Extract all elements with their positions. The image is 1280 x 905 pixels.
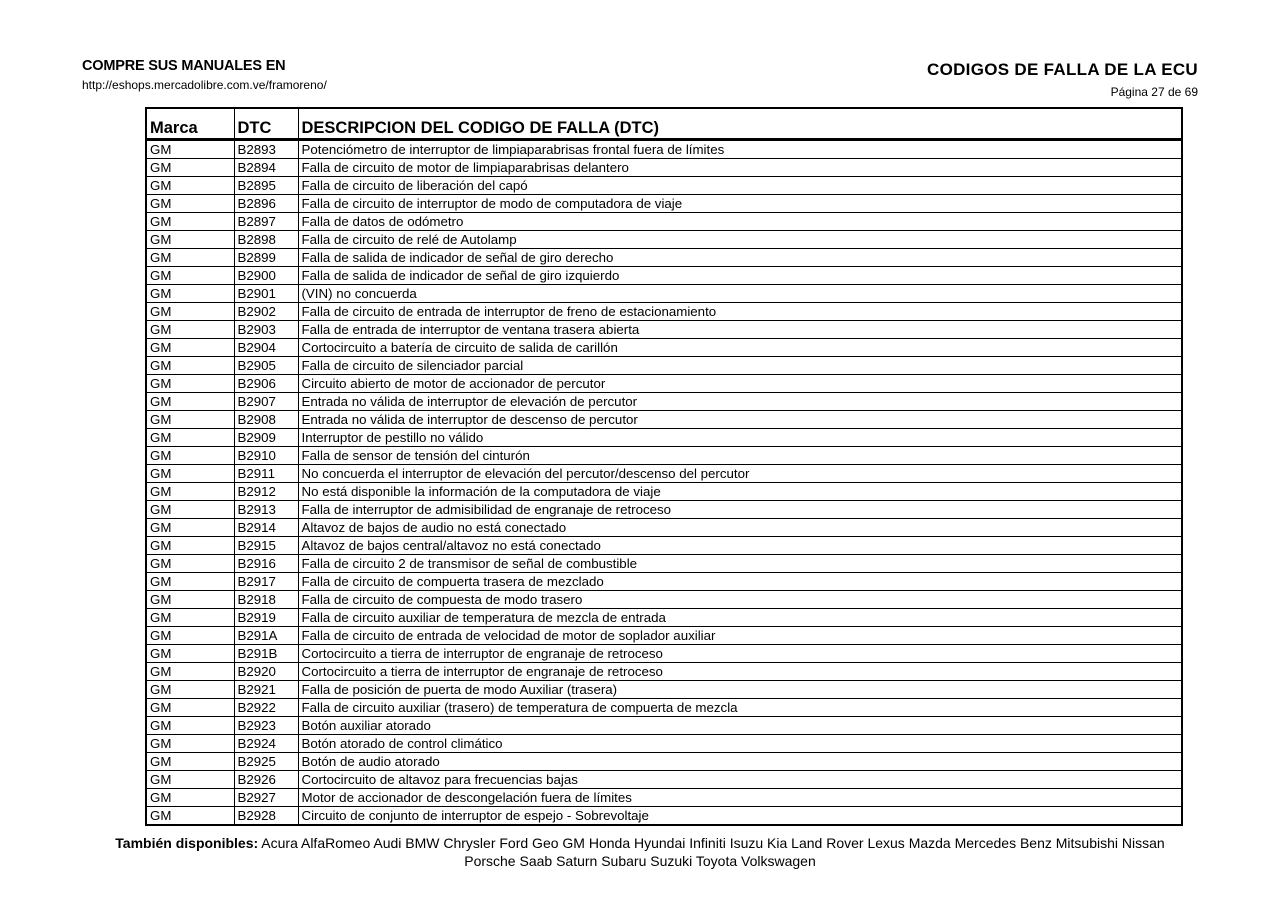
footer-brands-line-2: Porsche Saab Saturn Subaru Suzuki Toyota Volkswagen: [464, 853, 816, 869]
table-row: [146, 231, 1182, 249]
cell-brand: GM: [146, 537, 234, 555]
cell-brand: GM: [146, 591, 234, 609]
cell-brand: GM: [146, 627, 234, 645]
cell-brand: GM: [146, 483, 234, 501]
cell-description: Botón de audio atorado: [298, 753, 1182, 771]
cell-dtc-code: B2895: [234, 177, 298, 195]
table-row: [146, 249, 1182, 267]
cell-dtc-code: B2912: [234, 483, 298, 501]
cell-dtc-code: B2914: [234, 519, 298, 537]
table-row: [146, 771, 1182, 789]
cell-dtc-code: B291A: [234, 627, 298, 645]
cell-dtc-code: B2928: [234, 807, 298, 826]
header-store-url[interactable]: http://eshops.mercadolibre.com.ve/framoreno/: [82, 78, 327, 92]
table-row: [146, 753, 1182, 771]
table-row: [146, 267, 1182, 285]
cell-brand: GM: [146, 140, 234, 159]
table-row: [146, 807, 1182, 826]
cell-description: Circuito de conjunto de interruptor de espejo - Sobrevoltaje: [298, 807, 1182, 826]
cell-dtc-code: B2904: [234, 339, 298, 357]
cell-brand: GM: [146, 699, 234, 717]
table-row: [146, 735, 1182, 753]
cell-description: Falla de circuito auxiliar de temperatura de mezcla de entrada: [298, 609, 1182, 627]
cell-description: Falla de circuito de interruptor de modo de computadora de viaje: [298, 195, 1182, 213]
cell-brand: GM: [146, 681, 234, 699]
cell-description: Falla de circuito de relé de Autolamp: [298, 231, 1182, 249]
cell-dtc-code: B2925: [234, 753, 298, 771]
table-row: [146, 411, 1182, 429]
cell-description: Cortocircuito de altavoz para frecuencias bajas: [298, 771, 1182, 789]
cell-dtc-code: B2897: [234, 213, 298, 231]
table-row: [146, 321, 1182, 339]
cell-description: Falla de salida de indicador de señal de giro izquierdo: [298, 267, 1182, 285]
cell-brand: GM: [146, 213, 234, 231]
footer-label: También disponibles:: [115, 835, 259, 851]
cell-description: No está disponible la información de la computadora de viaje: [298, 483, 1182, 501]
cell-brand: GM: [146, 249, 234, 267]
cell-dtc-code: B2907: [234, 393, 298, 411]
table-row: [146, 213, 1182, 231]
cell-description: Interruptor de pestillo no válido: [298, 429, 1182, 447]
cell-description: Cortocircuito a tierra de interruptor de engranaje de retroceso: [298, 663, 1182, 681]
cell-description: (VIN) no concuerda: [298, 285, 1182, 303]
cell-brand: GM: [146, 753, 234, 771]
table-row: [146, 645, 1182, 663]
cell-description: Motor de accionador de descongelación fuera de límites: [298, 789, 1182, 807]
table-row: [146, 663, 1182, 681]
cell-brand: GM: [146, 177, 234, 195]
cell-dtc-code: B2896: [234, 195, 298, 213]
cell-brand: GM: [146, 285, 234, 303]
cell-dtc-code: B2910: [234, 447, 298, 465]
table-row: [146, 339, 1182, 357]
table-row: [146, 140, 1182, 159]
table-row: [146, 303, 1182, 321]
table-row: [146, 357, 1182, 375]
cell-description: Botón auxiliar atorado: [298, 717, 1182, 735]
table-row: [146, 717, 1182, 735]
cell-dtc-code: B2919: [234, 609, 298, 627]
cell-description: Botón atorado de control climático: [298, 735, 1182, 753]
table-row: [146, 285, 1182, 303]
cell-brand: GM: [146, 321, 234, 339]
table-row: [146, 537, 1182, 555]
dtc-table: [145, 107, 1183, 826]
cell-brand: GM: [146, 645, 234, 663]
cell-description: Falla de circuito de liberación del capó: [298, 177, 1182, 195]
cell-brand: GM: [146, 375, 234, 393]
cell-brand: GM: [146, 393, 234, 411]
cell-brand: GM: [146, 717, 234, 735]
cell-description: Falla de circuito 2 de transmisor de señal de combustible: [298, 555, 1182, 573]
cell-description: Falla de posición de puerta de modo Auxiliar (trasera): [298, 681, 1182, 699]
column-header-brand: Marca: [146, 108, 234, 140]
cell-dtc-code: B2923: [234, 717, 298, 735]
footer-brands-line-1: Acura AlfaRomeo Audi BMW Chrysler Ford Geo GM Honda Hyundai Infiniti Isuzu Kia Land Rover Lexus Mazda Mercedes Benz Mitsubishi Nissan: [261, 835, 1165, 851]
cell-dtc-code: B2898: [234, 231, 298, 249]
table-row: [146, 195, 1182, 213]
cell-dtc-code: B2917: [234, 573, 298, 591]
cell-brand: GM: [146, 573, 234, 591]
cell-brand: GM: [146, 807, 234, 826]
cell-description: Altavoz de bajos central/altavoz no está conectado: [298, 537, 1182, 555]
cell-brand: GM: [146, 465, 234, 483]
cell-dtc-code: B2916: [234, 555, 298, 573]
cell-dtc-code: B2926: [234, 771, 298, 789]
table-row: [146, 429, 1182, 447]
cell-dtc-code: B2899: [234, 249, 298, 267]
document-title: CODIGOS DE FALLA DE LA ECU: [927, 60, 1198, 79]
cell-description: Falla de circuito de compuerta trasera de mezclado: [298, 573, 1182, 591]
cell-description: Cortocircuito a tierra de interruptor de engranaje de retroceso: [298, 645, 1182, 663]
footer-brands: [82, 834, 1198, 870]
footer-line-1: [82, 834, 1198, 852]
cell-brand: GM: [146, 339, 234, 357]
cell-dtc-code: B2918: [234, 591, 298, 609]
cell-brand: GM: [146, 447, 234, 465]
table-body: [146, 140, 1182, 826]
cell-brand: GM: [146, 663, 234, 681]
cell-description: Falla de circuito de entrada de velocidad de motor de soplador auxiliar: [298, 627, 1182, 645]
cell-description: Falla de salida de indicador de señal de giro derecho: [298, 249, 1182, 267]
cell-description: Circuito abierto de motor de accionador de percutor: [298, 375, 1182, 393]
cell-description: Falla de datos de odómetro: [298, 213, 1182, 231]
cell-brand: GM: [146, 501, 234, 519]
cell-brand: GM: [146, 519, 234, 537]
cell-description: Falla de circuito de silenciador parcial: [298, 357, 1182, 375]
cell-description: Entrada no válida de interruptor de descenso de percutor: [298, 411, 1182, 429]
cell-description: Falla de sensor de tensión del cinturón: [298, 447, 1182, 465]
cell-dtc-code: B2901: [234, 285, 298, 303]
table-row: [146, 447, 1182, 465]
cell-brand: GM: [146, 231, 234, 249]
table-row: [146, 393, 1182, 411]
table-row: [146, 483, 1182, 501]
cell-description: Altavoz de bajos de audio no está conectado: [298, 519, 1182, 537]
cell-brand: GM: [146, 609, 234, 627]
table-row: [146, 609, 1182, 627]
cell-description: Falla de circuito de compuesta de modo trasero: [298, 591, 1182, 609]
table-row: [146, 789, 1182, 807]
cell-dtc-code: B2894: [234, 159, 298, 177]
header-promo-title: COMPRE SUS MANUALES EN: [82, 58, 286, 74]
cell-dtc-code: B2922: [234, 699, 298, 717]
cell-dtc-code: B2903: [234, 321, 298, 339]
cell-dtc-code: B2921: [234, 681, 298, 699]
cell-dtc-code: B2900: [234, 267, 298, 285]
table-row: [146, 177, 1182, 195]
cell-brand: GM: [146, 735, 234, 753]
cell-brand: GM: [146, 159, 234, 177]
cell-description: No concuerda el interruptor de elevación del percutor/descenso del percutor: [298, 465, 1182, 483]
cell-brand: GM: [146, 303, 234, 321]
cell-dtc-code: B2906: [234, 375, 298, 393]
cell-dtc-code: B2927: [234, 789, 298, 807]
cell-brand: GM: [146, 429, 234, 447]
cell-description: Entrada no válida de interruptor de elevación de percutor: [298, 393, 1182, 411]
cell-dtc-code: B2905: [234, 357, 298, 375]
cell-brand: GM: [146, 771, 234, 789]
cell-brand: GM: [146, 555, 234, 573]
table-row: [146, 591, 1182, 609]
table-row: [146, 573, 1182, 591]
cell-description: Falla de circuito de entrada de interruptor de freno de estacionamiento: [298, 303, 1182, 321]
cell-description: Cortocircuito a batería de circuito de salida de carillón: [298, 339, 1182, 357]
table-row: [146, 159, 1182, 177]
cell-dtc-code: B2920: [234, 663, 298, 681]
table-row: [146, 519, 1182, 537]
cell-dtc-code: B291B: [234, 645, 298, 663]
cell-description: Falla de entrada de interruptor de ventana trasera abierta: [298, 321, 1182, 339]
table-row: [146, 699, 1182, 717]
cell-dtc-code: B2911: [234, 465, 298, 483]
column-header-description: DESCRIPCION DEL CODIGO DE FALLA (DTC): [298, 108, 1182, 140]
cell-brand: GM: [146, 411, 234, 429]
table-row: [146, 465, 1182, 483]
cell-description: Falla de circuito auxiliar (trasero) de temperatura de compuerta de mezcla: [298, 699, 1182, 717]
table-row: [146, 375, 1182, 393]
cell-dtc-code: B2909: [234, 429, 298, 447]
cell-description: Falla de interruptor de admisibilidad de engranaje de retroceso: [298, 501, 1182, 519]
table-row: [146, 627, 1182, 645]
cell-brand: GM: [146, 357, 234, 375]
cell-brand: GM: [146, 789, 234, 807]
cell-description: Falla de circuito de motor de limpiaparabrisas delantero: [298, 159, 1182, 177]
table-header-row: [146, 108, 1182, 140]
cell-dtc-code: B2902: [234, 303, 298, 321]
cell-dtc-code: B2924: [234, 735, 298, 753]
cell-brand: GM: [146, 195, 234, 213]
cell-dtc-code: B2915: [234, 537, 298, 555]
cell-dtc-code: B2913: [234, 501, 298, 519]
table-row: [146, 501, 1182, 519]
table-row: [146, 555, 1182, 573]
column-header-dtc: DTC: [234, 108, 298, 140]
cell-brand: GM: [146, 267, 234, 285]
cell-description: Potenciómetro de interruptor de limpiaparabrisas frontal fuera de límites: [298, 140, 1182, 159]
cell-dtc-code: B2908: [234, 411, 298, 429]
cell-dtc-code: B2893: [234, 140, 298, 159]
page-number: Página 27 de 69: [1110, 85, 1198, 99]
table-row: [146, 681, 1182, 699]
